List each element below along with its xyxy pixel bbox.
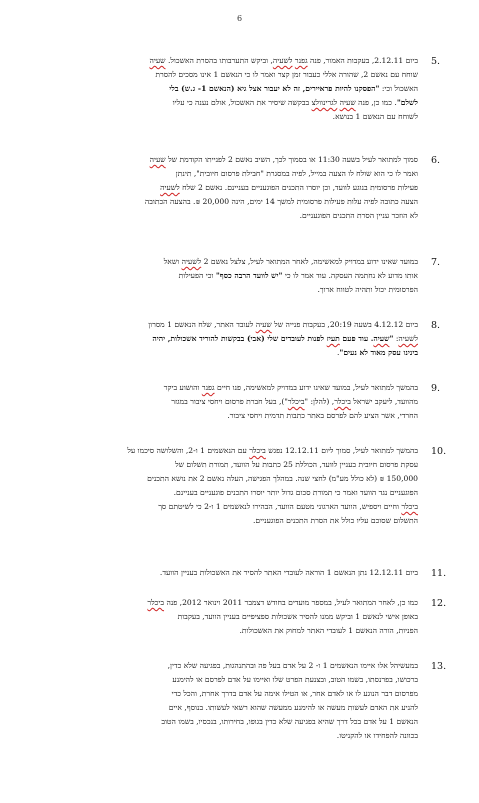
item-number: 12. <box>431 598 447 609</box>
item-number: 7. <box>431 257 441 268</box>
paragraph-line: ביכלר וחיים ויספיש, הוועד הארגוני מטעם הוועד, הבהירו לנאשמים 1 ו-2 כי לשיטתם סך <box>158 502 418 511</box>
paragraph-line: מפרסום דבר הנוגע לו או לאדם אחר, או הטילו אימה על אדם בדרך אחרת, והכל כדי <box>171 689 418 698</box>
paragraph-line: במועד שאינו ידוע במדויק למאשימה, לאחר המתואר לעיל, צלצל נאשם 2 לשעיה ושאל <box>163 257 418 266</box>
paragraph-line: הפניות, הורה הנאשם 1 לעובדי האתר למחוק את האשכולות. <box>239 626 418 635</box>
paragraph-line: ברכושו, בפרנסתו, בשמו הטוב, ובצנעת הפרט שלו ואיימו על אדם לפרסם או להימנע <box>172 675 418 684</box>
paragraph-12 <box>60 596 418 638</box>
paragraph-line: מהוועד, ליעקב ישראל ביכלר, (להלן: "ביכלר"), בעל חברת פרסום ויחסי ציבור במגזר <box>171 397 418 406</box>
paragraph-line: הפרסומית יכול ותהיה לטווח ארוך. <box>317 285 418 294</box>
paragraph-line: ביום 4.12.12 בשעה 20:19, בעקבות פנייה של שעיה לעובד האתר, שלח הנאשם 1 מסרון <box>148 320 418 329</box>
paragraph-6 <box>60 153 418 223</box>
paragraph-line: לשוחח עם הנאשם 1 בנושא. <box>332 112 418 121</box>
paragraph-line: הנאשם 1 על אדם בכל דרך שהיא בפגיעה שלא כדין בגופו, בחירותו, בנכסיו, בשמו הטוב <box>161 717 418 726</box>
paragraph-line: ביום 12.12.11 נתן הנאשם 1 הוראה לעובדי האתר להסיר את האשכולות בעניין הוועד. <box>159 568 418 577</box>
item-number: 5. <box>431 56 441 67</box>
paragraph-line: בכוונה להפחידו או להקניטו. <box>336 731 418 740</box>
item-number: 6. <box>431 155 441 166</box>
paragraph-line: כמו כן, לאחר המתואר לעיל, במספר מועדים בחודש דצמבר 2011 וינואר 2012, פנה ביכלר <box>147 598 418 607</box>
paragraph-line: הפוגעניים נגד הוועד ואמר כי תמורת סכום גדול יותר יוסרו התכנים פוגעניים בעניינם. <box>173 488 418 497</box>
paragraph-line: האשכול וכי: "הפסקנו להיות פראיירים, זה לא יעבור אצל גיא (הנאשם 1- ג.ש) בלי <box>169 84 418 93</box>
item-number: 9. <box>431 383 441 394</box>
paragraph-line: שוחח עם נאשם 2, שהורה אללי כעבור זמן קצר ואמר לו כי הנאשם 1 אינו מסכים להסרת <box>155 70 418 79</box>
paragraph-line: להניע את האדם לעשות מעשה או להימנע ממעשה שהוא רשאי לעשותו. בנוסף, איים <box>168 703 418 712</box>
paragraph-5 <box>60 54 418 124</box>
paragraph-line: לשלם". כמו כן, פנה שעיה לגרינוולצ בבקשה שיסיר את האשכול, אולם נענה כי עליו <box>172 98 418 107</box>
paragraph-9 <box>60 381 418 423</box>
paragraph-line: ואמר לו כי הוא שולח לו הצעה במייל, לפיה במסגרת "חבילת פרסום חיובית", תינתן <box>175 169 418 178</box>
paragraph-line: התשלום שסוכם עליו כולל את הסרת התכנים הפוגעניים. <box>253 516 418 525</box>
paragraph-11 <box>60 566 418 580</box>
paragraph-line: במעשיהל אלו איימו הנאשמים 1 ו- 2 על אדם בעל פה ובהתנהגות, בפגיעה שלא כדין, <box>167 661 418 670</box>
paragraph-line: לשעיה: "שעיה. עוד פעם תעיז לפנות לעובדים שלי (אבי) בבקשות להוריד אשכולות, יהיה <box>152 334 418 343</box>
paragraph-line: בינינו עסק מאוד לא נעים". <box>336 348 418 357</box>
paragraph-line: סמוך למתואר לעיל בשעה 11:30 או בסמוך לכך, השיב נאשם 2 לפנייתו הקודמת של שעיה <box>149 155 418 164</box>
paragraph-line: ביום 2.12.11, בעקבות האמור, פנה גפנר לשעיה, וביקש התערבותו בהסרת האשכול. שעיה <box>149 56 418 65</box>
paragraph-8 <box>60 318 418 360</box>
paragraph-line: באופן אישי לנאשם 1 וביקש ממנו להסיר אשכולות ספציפיים בעניין הוועד, בעקבות <box>177 612 418 621</box>
paragraph-line: בהמשך למתואר לעיל, במועד שאינו ידוע במדויק למאשימה, פנו חיים גפנר והושוע ביקר <box>163 383 418 392</box>
paragraph-line: לא הוזכר עניין הסרת התכנים הפוגעניים. <box>299 211 418 220</box>
page-number: 6 <box>236 14 243 23</box>
paragraph-line: 150,000 ₪ (לא כולל מע"מ) לחצי שנה. במהלך הפגישה, העלה נאשם 2 את נושא התכנים <box>147 474 418 483</box>
paragraph-7 <box>60 255 418 297</box>
paragraph-line: פעילות פרסומית בנוגע לוועד, וכן יוסרו התכנים הפוגעניים בעניינם. נאשם 2 שלח לשעיה <box>160 183 418 192</box>
item-number: 10. <box>431 446 447 457</box>
item-number: 13. <box>431 661 447 672</box>
paragraph-13 <box>60 659 418 743</box>
paragraph-10 <box>60 444 418 528</box>
item-number: 8. <box>431 320 441 331</box>
paragraph-line: בהמשך למתואר לעיל, סמוך ליום 12.12.11 נפגש ביכלר עם הנאשמים 1 ו-2, והשלושה סיכמו על <box>127 446 418 455</box>
paragraph-line: הצעה כתובה לפיה עלות פעילות פרסומית למשך 14 ימים, הינה 20,000 ₪. בהצעה הכתובה <box>144 197 418 206</box>
paragraph-line: החרדי, אשר הציע להם לפרסם באתר כתבות תדמית ויחסי ציבור. <box>227 411 418 420</box>
paragraph-line: אותו מדוע לא נחתמה העסקה. עוד אמר לו כי "יש לוועד הרבה כסף" וכי הפעילות <box>178 271 418 280</box>
paragraph-line: עסקת פרסום חיובית בעניין לוועד, הכוללת 25 כתבות על הוועד, תמורת תשלום של <box>175 460 418 469</box>
item-number: 11. <box>431 568 447 579</box>
